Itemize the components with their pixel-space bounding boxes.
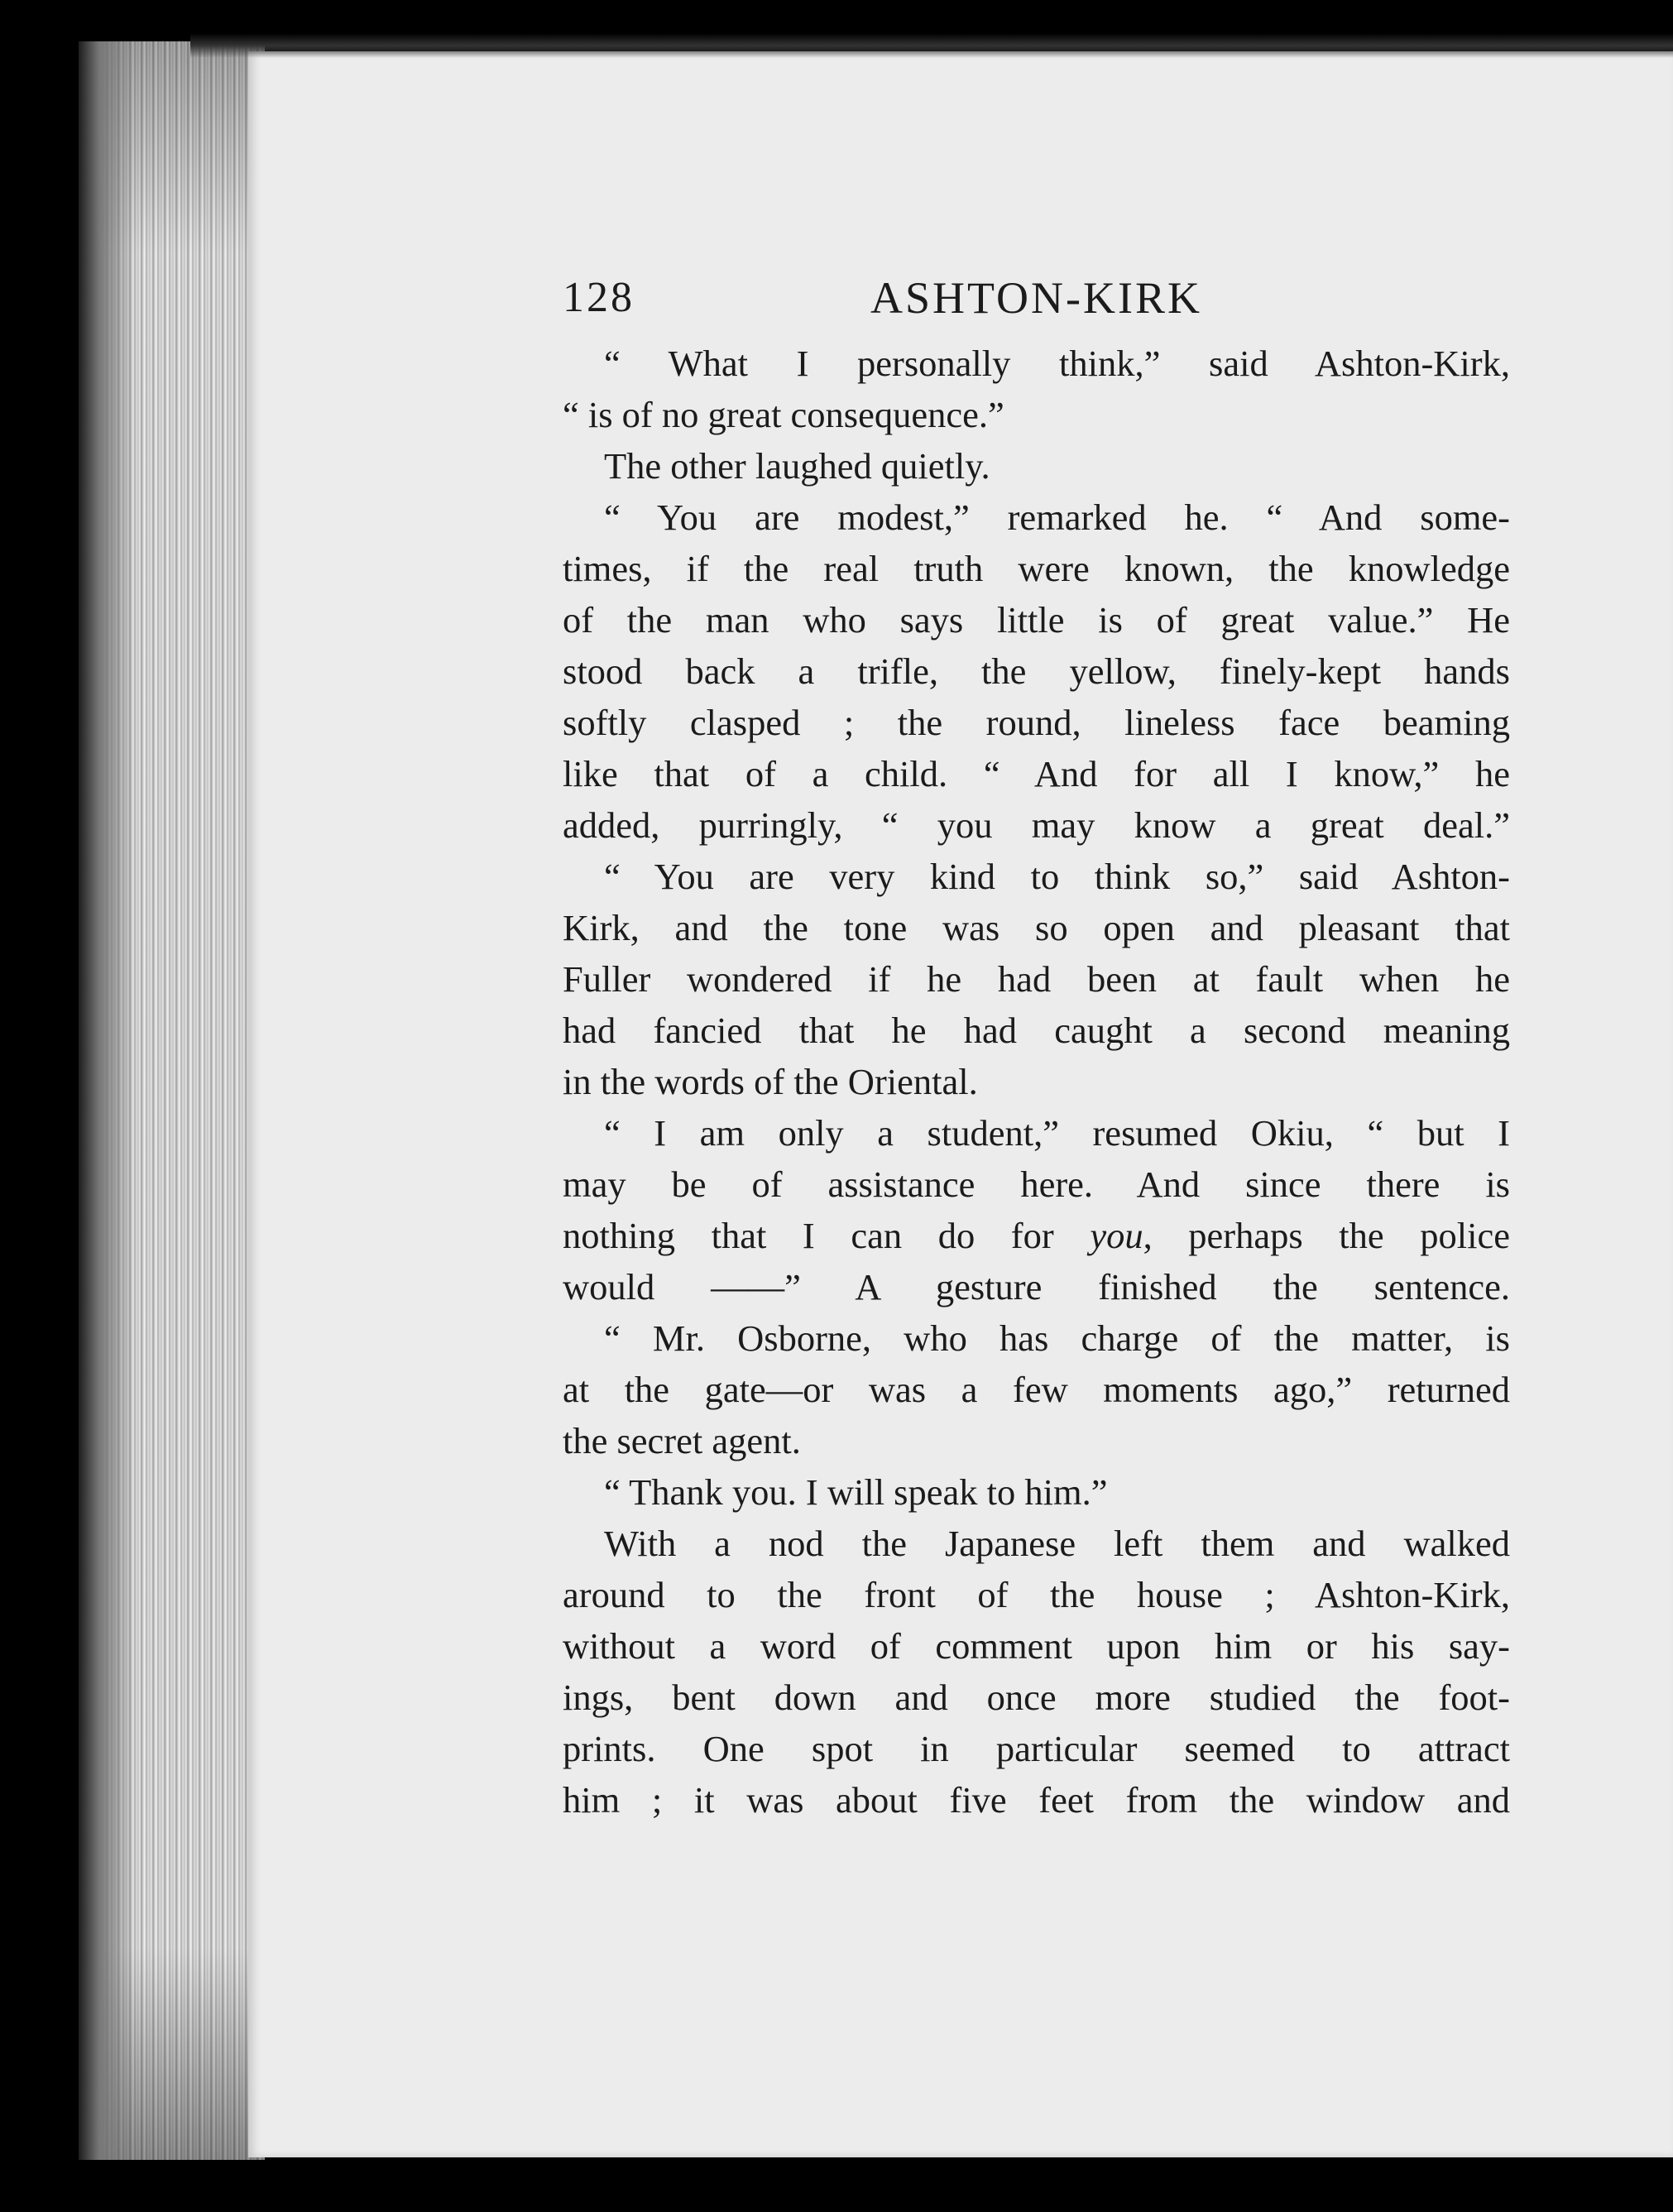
text-line [563,1210,1510,1261]
text-line: “ I am only a student,” resumed Okiu, “ but I [604,1112,1510,1154]
text-line: “ You are modest,” remarked he. “ And some- [604,497,1510,538]
page-text-block [563,265,1510,1826]
text-line: at the gate—or was a few moments ago,” returned [563,1369,1510,1410]
italic-word: you [1090,1215,1143,1256]
text-line: times, if the real truth were known, the knowledge [563,548,1510,589]
text-line: in the words of the Oriental. [563,1061,978,1102]
text-line: of the man who says little is of great value.” He [563,599,1510,641]
text-line: Fuller wondered if he had been at fault when he [563,958,1510,1000]
text-line-segment: , perhaps the police [1143,1215,1510,1256]
text-line: ings, bent down and once more studied the foot- [563,1677,1510,1718]
text-line: Kirk, and the tone was so open and pleasant that [563,907,1510,948]
text-line: softly clasped ; the round, lineless face beaming [563,702,1510,743]
text-line: stood back a trifle, the yellow, finely-kept hands [563,650,1510,692]
page-title: ASHTON-KIRK [870,273,1202,323]
book-page-edges [79,41,265,2160]
text-line: the secret agent. [563,1420,801,1461]
body-text [563,338,1510,1826]
running-head [563,265,1510,331]
text-line: With a nod the Japanese left them and walked [604,1523,1510,1564]
text-line: like that of a child. “ And for all I know,” he [563,753,1510,794]
top-edge-shadow [190,33,1673,58]
text-line: without a word of comment upon him or his say- [563,1625,1510,1667]
text-line: him ; it was about five feet from the window and [563,1779,1510,1821]
text-line-segment: nothing that I can do for [563,1215,1091,1256]
text-line: “ What I personally think,” said Ashton-Kirk, [604,343,1510,384]
text-line: would ——” A gesture finished the sentence. [563,1266,1510,1308]
text-line: “ is of no great consequence.” [563,394,1004,435]
text-line: prints. One spot in particular seemed to attract [563,1728,1510,1769]
text-line: may be of assistance here. And since there is [563,1164,1510,1205]
text-line: “ You are very kind to think so,” said Ashton- [604,856,1510,897]
text-line: around to the front of the house ; Ashton-Kirk, [563,1574,1510,1615]
text-line: had fancied that he had caught a second meaning [563,1010,1510,1051]
page-number: 128 [563,274,635,321]
text-line: “ Mr. Osborne, who has charge of the matter, is [604,1317,1510,1359]
text-line: added, purringly, “ you may know a great deal.” [563,804,1510,846]
text-line: “ Thank you. I will speak to him.” [604,1471,1108,1513]
text-line: The other laughed quietly. [604,445,990,487]
